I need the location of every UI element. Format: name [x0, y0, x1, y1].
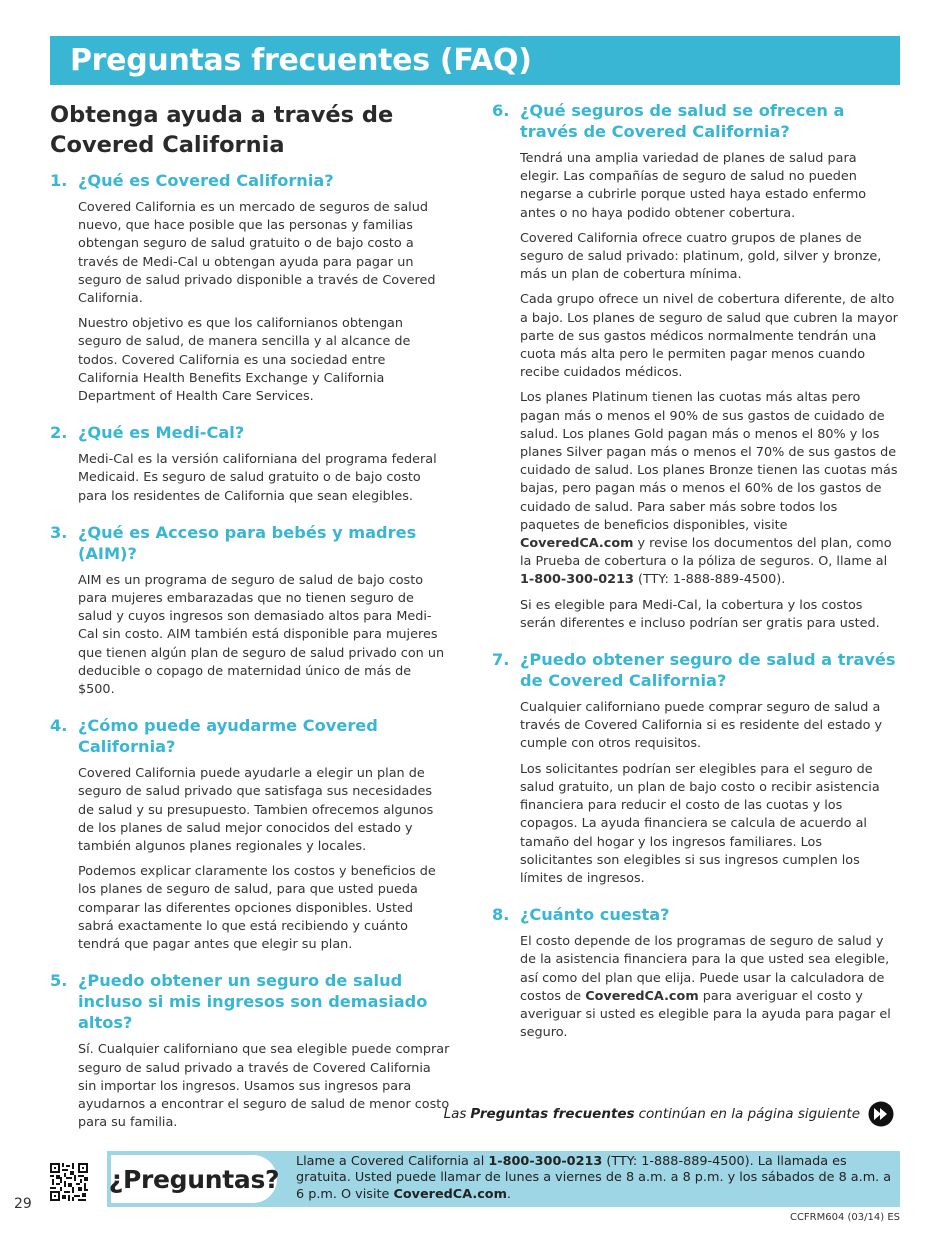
answer-text: Los planes Platinum tienen las cuotas más altas pero pagan más o menos el 90% de sus gastos de cuidado de salud. Los planes Gold pagan más o menos el 80% y los planes Silver pagan más o menos el 70% de sus gastos de cuidado de salud. Los planes Bronze tienen las cuotas más bajas, pero pagan más o menos el 60% de los gastos de cuidado de salud. Para saber más sobre todos los paquetes de beneficios disponibles, visite [520, 390, 898, 533]
questions-label: ¿Preguntas? [108, 1164, 280, 1194]
form-code: CCFRM604 (03/14) ES [789, 1212, 900, 1223]
answer-paragraph: Los solicitantes podrían ser elegibles para el seguro de salud gratuito, un plan de bajo costo o recibir asistencia financiera para reducir el costo de las cuotas y los copagos. La ayuda financiera se calcula de acuerdo al tamaño del hogar y los ingresos familiares. Los solicitantes son elegibles si sus ingresos cumplen los límites de ingresos. [520, 761, 880, 886]
phone-number: 1-800-300-0213 [520, 572, 634, 588]
answer-paragraph [520, 933, 898, 1042]
contact-text-part: Llame a Covered California al [296, 1154, 489, 1169]
answer-paragraph: Podemos explicar claramente los costos y beneficios de los planes de seguro de salud, para que usted pueda comparar las diferentes opciones disponibles. Usted sabrá exactamente lo que está recibiendo y cuánto tendrá que pagar antes que elegir su plan. [78, 864, 436, 953]
question-heading: ¿Puedo obtener seguro de salud a través de Covered California? [520, 650, 896, 691]
question-heading: ¿Cómo puede ayudarme Covered California? [78, 716, 378, 757]
answer-text: para averiguar el costo y averiguar si usted es elegible para la ayuda para pagar el seguro. [520, 988, 891, 1041]
continue-text-post: continúan en la página siguiente [638, 1106, 860, 1122]
faq-item-2 [50, 422, 450, 506]
question-heading: ¿Qué es Acceso para bebés y madres (AIM)? [78, 522, 417, 563]
page-number: 29 [14, 1196, 32, 1212]
question-heading: ¿Qué es Medi-Cal? [78, 423, 245, 443]
answer-paragraph: Medi-Cal es la versión californiana del programa federal Medicaid. Es seguro de salud gratuito o de bajo costo para los residentes de California que sean elegibles. [78, 452, 437, 504]
answer-paragraph: Tendrá una amplia variedad de planes de salud para elegir. Las compañías de seguro de salud no pueden negarse a cubrirle porque usted haya estado enfermo antes o no haya podido obtener cobertura. [520, 151, 867, 221]
website-link[interactable]: CoveredCA.com [520, 536, 634, 552]
contact-text-part: . [506, 1186, 511, 1202]
question-number: 6. [492, 101, 510, 120]
answer-paragraph: Covered California puede ayudarle a elegir un plan de seguro de salud privado que satisfaga sus necesidades de salud y su presupuesto. Tambien ofrecemos algunos de los planes de salud mejor conocidos del estado y también algunos planes regionales y locales. [78, 766, 434, 855]
question-number: 4. [50, 716, 68, 736]
contact-text-part: (TTY: 1-888-889-4500). La llamada es gratuita. Usted puede llamar de lunes a viernes de 8 a.m. a 8 p.m. y los sábados de 8 a.m. a 6 p.m. O visite [296, 1154, 892, 1202]
contact-text [296, 1154, 894, 1203]
question-heading: ¿Qué es Covered California? [78, 171, 334, 190]
faq-item-4 [50, 715, 450, 954]
question-heading: ¿Qué seguros de salud se ofrecen a través de Covered California? [520, 101, 845, 141]
page-title: Preguntas frecuentes (FAQ) [70, 43, 532, 78]
website-link[interactable]: CoveredCA.com [393, 1186, 507, 1202]
header-banner [50, 36, 900, 85]
faq-item-7 [492, 649, 898, 888]
answer-text: El costo depende de los programas de seguro de salud y de la asistencia financiera para la que usted sea elegible, así como del plan que elija. Puede usar la calculadora de costos de [520, 934, 890, 1004]
faq-item-1 [50, 170, 450, 406]
answer-paragraph: AIM es un programa de seguro de salud de bajo costo para mujeres embarazadas que no tienen seguro de salud y cuyos ingresos son demasiado altos para Medi-Cal sin costo. AIM también está disponible para mujeres que tienen algún plan de seguro de salud privado con un deducible o copago de maternidad único de más de $500. [78, 572, 445, 698]
continue-text-pre: Las [443, 1106, 467, 1122]
question-number: 2. [50, 423, 68, 443]
answer-paragraph: Covered California ofrece cuatro grupos de planes de seguro de salud privado: platinum, gold, silver y bronze, más un plan de cobertura mínima. [520, 230, 882, 283]
question-number: 3. [50, 522, 68, 542]
answer-paragraph: Cualquier californiano puede comprar seguro de salud a través de Covered California si es residente del estado y cumple con otros requisitos. [520, 700, 883, 752]
question-number: 8. [492, 905, 510, 925]
qr-code-icon [50, 1163, 88, 1201]
question-number: 1. [50, 171, 68, 190]
answer-text: y revise los documentos del plan, como la Prueba de cobertura o la póliza de seguros. O, llame al [520, 536, 892, 570]
right-column [492, 100, 898, 1058]
answer-paragraph: Covered California es un mercado de seguros de salud nuevo, que hace posible que las personas y familias obtengan seguro de salud gratuito o de bajo costo a través de Medi-Cal u obtengan ayuda para pagar un seguro de salud privado disponible a través de Covered California. [78, 200, 436, 307]
question-number: 7. [492, 650, 510, 670]
phone-number: 1-800-300-0213 [488, 1154, 603, 1169]
website-link[interactable]: CoveredCA.com [585, 988, 699, 1004]
faq-item-8 [492, 904, 898, 1042]
questions-label-box [108, 1155, 280, 1203]
continue-text-bold: Preguntas frecuentes [470, 1106, 635, 1122]
continue-note [444, 1101, 894, 1127]
question-heading: ¿Puedo obtener un seguro de salud incluso si mis ingresos son demasiado altos? [78, 971, 428, 1033]
answer-paragraph: Si es elegible para Medi-Cal, la cobertura y los costos serán diferentes e incluso podrían ser gratis para usted. [520, 597, 880, 631]
answer-paragraph: Nuestro objetivo es que los californianos obtengan seguro de salud, de manera sencilla y al alcance de todos. Covered California es una sociedad entre California Health Benefits Exchange y California Department of Health Care Services. [78, 316, 411, 405]
answer-text: (TTY: 1-888-889-4500). [633, 572, 786, 588]
answer-paragraph [520, 389, 898, 589]
next-page-icon[interactable] [868, 1101, 894, 1127]
question-heading: ¿Cuánto cuesta? [520, 905, 670, 925]
faq-item-3 [50, 522, 450, 699]
left-column [50, 100, 450, 1148]
faq-item-6 [492, 100, 898, 633]
section-title: Obtenga ayuda a través de Covered California [50, 102, 394, 158]
faq-item-5 [50, 970, 450, 1132]
answer-paragraph: Sí. Cualquier californiano que sea elegible puede comprar seguro de salud privado a través de Covered California sin importar los ingresos. Usamos sus ingresos para ayudarnos a encontrar el seguro de salud de menor costo para su familia. [78, 1042, 450, 1131]
question-number: 5. [50, 971, 68, 991]
contact-box [107, 1151, 900, 1207]
answer-paragraph: Cada grupo ofrece un nivel de cobertura diferente, de alto a bajo. Los planes de seguro de salud que cubren la mayor parte de sus gastos médicos normalmente tendrán una cuota más alta pero le permiten pagar menos cuando recibe cuidados médicos. [520, 292, 898, 381]
